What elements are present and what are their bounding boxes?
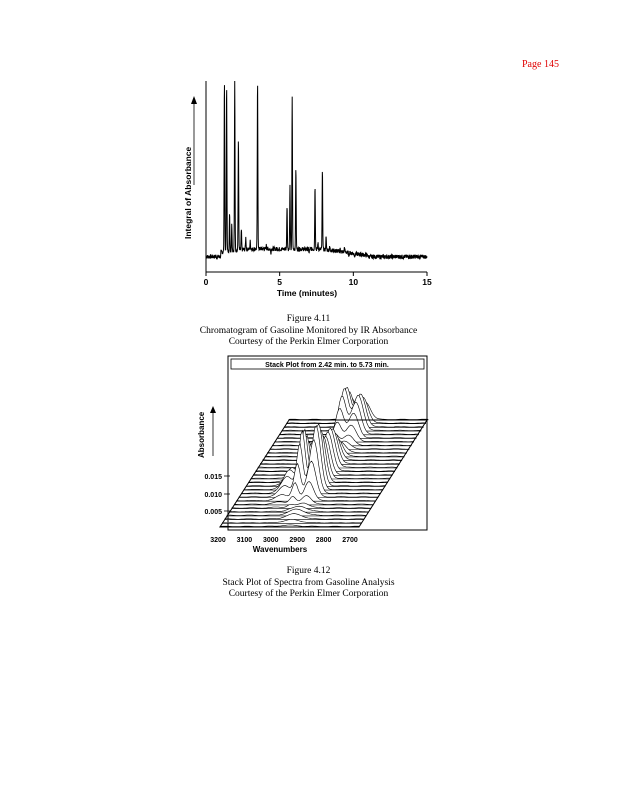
y-ticks xyxy=(204,474,230,516)
y-axis-label: Integral of Absorbance xyxy=(183,146,193,239)
y-tick-label: 0.005 xyxy=(204,509,222,516)
x-tick-label: 0 xyxy=(203,277,209,287)
figure-credit: Courtesy of the Perkin Elmer Corporation xyxy=(228,589,389,599)
x-tick-label: 2900 xyxy=(289,537,305,544)
figure-label: Figure 4.12 xyxy=(286,566,331,576)
x-ticks xyxy=(210,537,358,544)
x-tick-label: 3100 xyxy=(236,537,253,544)
figure-credit: Courtesy of the Perkin Elmer Corporation xyxy=(228,337,389,347)
y-axis-arrow-head xyxy=(210,406,216,413)
y-tick-label: 0.010 xyxy=(204,492,222,499)
x-tick-label: 5 xyxy=(277,277,283,287)
x-axis-label: Time (minutes) xyxy=(276,288,338,298)
x-tick-label: 3200 xyxy=(210,537,226,544)
x-tick-label: 2700 xyxy=(342,537,358,544)
x-tick-label: 3000 xyxy=(263,537,279,544)
x-axis-label: Wavenumbers xyxy=(252,545,308,554)
y-axis-label: Absorbance xyxy=(197,411,206,458)
x-tick-label: 2800 xyxy=(315,537,332,544)
figure-caption: Chromatogram of Gasoline Monitored by IR Absorbance xyxy=(199,325,418,336)
figure-4-12-caption xyxy=(0,566,617,601)
stack-plot-title: Stack Plot from 2.42 min. to 5.73 min. xyxy=(265,362,389,369)
y-tick-label: 0.015 xyxy=(204,474,222,481)
figure-caption: Stack Plot of Spectra from Gasoline Analysis xyxy=(222,577,395,588)
page-number: Page 145 xyxy=(522,59,559,70)
x-tick-label: 15 xyxy=(422,277,432,287)
figure-label: Figure 4.11 xyxy=(286,314,331,324)
x-tick-label: 10 xyxy=(348,277,359,287)
